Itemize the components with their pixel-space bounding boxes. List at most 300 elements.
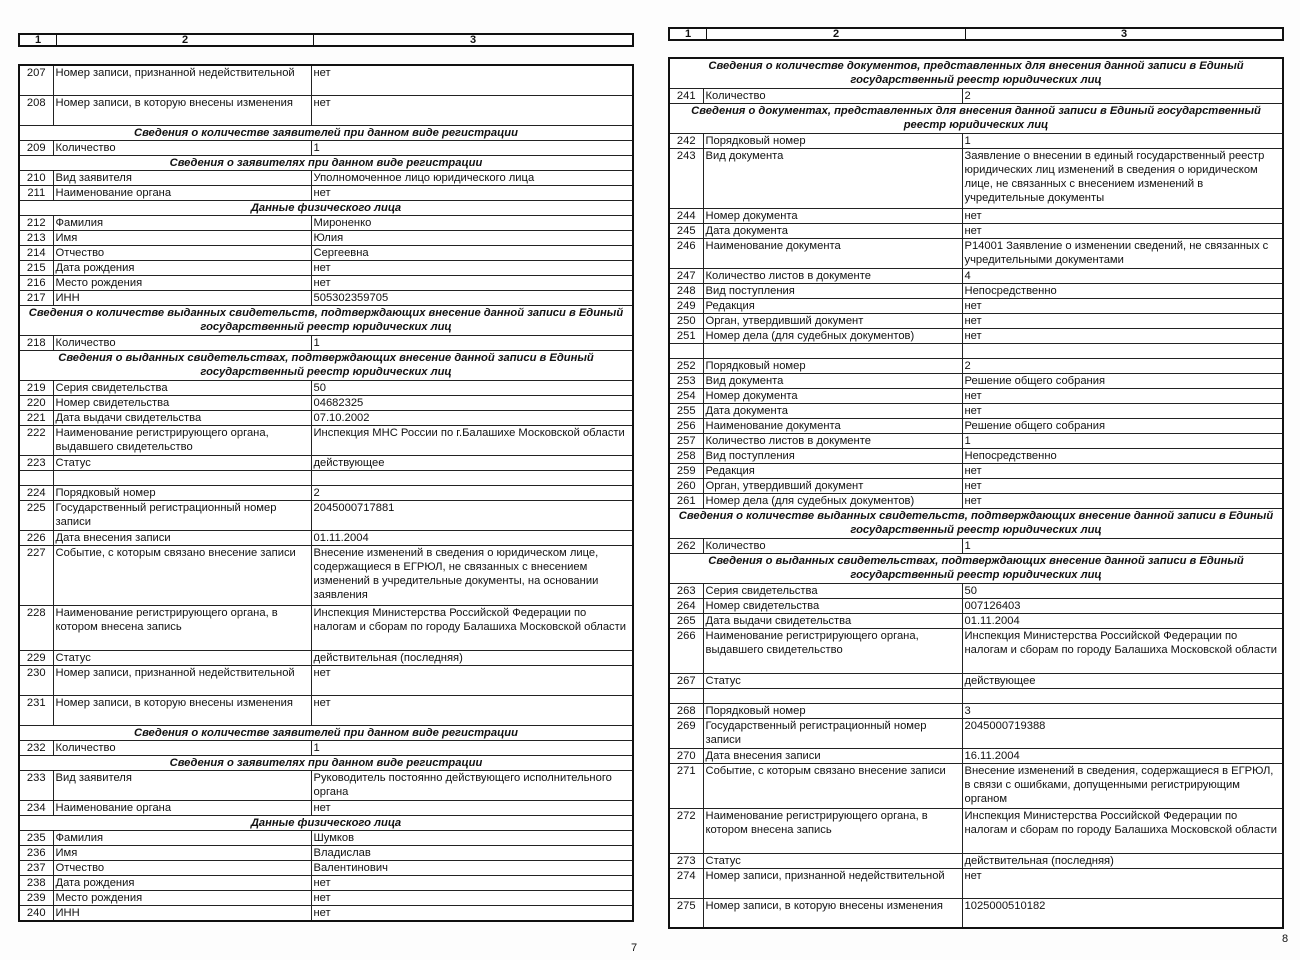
field-label: Количество bbox=[53, 140, 311, 155]
field-label: Место рождения bbox=[53, 890, 311, 905]
row-number: 274 bbox=[669, 868, 703, 898]
field-label: Количество bbox=[703, 88, 962, 103]
field-label: Дата внесения записи bbox=[53, 530, 311, 545]
field-label: Дата внесения записи bbox=[703, 748, 962, 763]
field-value: Уполномоченное лицо юридического лица bbox=[311, 170, 633, 185]
column-header-1: 1 bbox=[20, 35, 57, 45]
field-value: 50 bbox=[962, 583, 1283, 598]
field-label: Номер записи, признанной недействительной bbox=[53, 65, 311, 95]
table-row bbox=[19, 770, 633, 800]
row-number: 264 bbox=[669, 598, 703, 613]
table-row bbox=[19, 800, 633, 815]
row-number: 224 bbox=[19, 485, 53, 500]
field-value: Инспекция Министерства Российской Федерации по налогам и сборам по городу Балашиха Московской области bbox=[311, 605, 633, 650]
row-number: 220 bbox=[19, 395, 53, 410]
registry-table-right bbox=[668, 57, 1284, 929]
row-number: 249 bbox=[669, 298, 703, 313]
field-value: Непосредственно bbox=[962, 283, 1283, 298]
row-number: 252 bbox=[669, 358, 703, 373]
row-number: 258 bbox=[669, 448, 703, 463]
field-label: Наименование регистрирующего органа, выдавшего свидетельство bbox=[703, 628, 962, 673]
section-title: Сведения о количестве выданных свидетельств, подтверждающих внесение данной записи в Единый государственный реестр юридических лиц bbox=[669, 508, 1283, 538]
row-number: 253 bbox=[669, 373, 703, 388]
table-row bbox=[19, 665, 633, 695]
blank-cell bbox=[53, 470, 311, 485]
field-value: Р14001 Заявление о изменении сведений, не связанных с учредительными документами bbox=[962, 238, 1283, 268]
table-row bbox=[669, 298, 1283, 313]
row-number: 237 bbox=[19, 860, 53, 875]
row-number: 223 bbox=[19, 455, 53, 470]
table-row bbox=[669, 538, 1283, 553]
table-row bbox=[669, 748, 1283, 763]
field-label: Серия свидетельства bbox=[703, 583, 962, 598]
field-value: Юлия bbox=[311, 230, 633, 245]
table-row bbox=[669, 403, 1283, 418]
row-number: 207 bbox=[19, 65, 53, 95]
section-title: Сведения о количестве заявителей при данном виде регистрации bbox=[19, 725, 633, 740]
field-label: Наименование документа bbox=[703, 238, 962, 268]
field-label: Количество bbox=[53, 335, 311, 350]
field-value: нет bbox=[311, 905, 633, 921]
field-label: Дата документа bbox=[703, 403, 962, 418]
table-row bbox=[669, 763, 1283, 808]
field-value: нет bbox=[962, 328, 1283, 343]
field-label: Наименование органа bbox=[53, 185, 311, 200]
row-number: 266 bbox=[669, 628, 703, 673]
field-label: Порядковый номер bbox=[703, 703, 962, 718]
blank-cell bbox=[703, 343, 962, 358]
row-number: 251 bbox=[669, 328, 703, 343]
field-value: 2 bbox=[962, 88, 1283, 103]
field-value: Сергеевна bbox=[311, 245, 633, 260]
table-row bbox=[19, 275, 633, 290]
field-value: 2045000719388 bbox=[962, 718, 1283, 748]
field-label: Номер дела (для судебных документов) bbox=[703, 493, 962, 508]
blank-row bbox=[669, 688, 1283, 703]
row-number: 232 bbox=[19, 740, 53, 755]
blank-cell bbox=[19, 470, 53, 485]
field-label: Отчество bbox=[53, 245, 311, 260]
blank-cell bbox=[669, 343, 703, 358]
table-row bbox=[669, 898, 1283, 928]
table-row bbox=[669, 868, 1283, 898]
section-title: Сведения о количестве заявителей при данном виде регистрации bbox=[19, 125, 633, 140]
row-number: 259 bbox=[669, 463, 703, 478]
field-label: Количество листов в документе bbox=[703, 433, 962, 448]
row-number: 242 bbox=[669, 133, 703, 148]
table-row bbox=[19, 425, 633, 455]
section-title: Данные физического лица bbox=[19, 200, 633, 215]
row-number: 235 bbox=[19, 830, 53, 845]
row-number: 215 bbox=[19, 260, 53, 275]
row-number: 221 bbox=[19, 410, 53, 425]
field-label: Количество bbox=[703, 538, 962, 553]
blank-cell bbox=[962, 688, 1283, 703]
column-header-1: 1 bbox=[670, 29, 707, 39]
field-label: Фамилия bbox=[53, 830, 311, 845]
table-row bbox=[669, 703, 1283, 718]
blank-cell bbox=[669, 688, 703, 703]
field-value: нет bbox=[962, 388, 1283, 403]
row-number: 240 bbox=[19, 905, 53, 921]
field-label: Дата выдачи свидетельства bbox=[53, 410, 311, 425]
table-row bbox=[669, 808, 1283, 853]
table-row bbox=[19, 335, 633, 350]
field-label: ИНН bbox=[53, 905, 311, 921]
registry-table-body bbox=[669, 58, 1283, 928]
field-value: 1 bbox=[311, 740, 633, 755]
row-number: 260 bbox=[669, 478, 703, 493]
field-value: Валентинович bbox=[311, 860, 633, 875]
table-row bbox=[19, 380, 633, 395]
field-value: Инспекция Министерства Российской Федерации по налогам и сборам по городу Балашиха Московской области bbox=[962, 808, 1283, 853]
field-value: нет bbox=[962, 298, 1283, 313]
column-header bbox=[18, 33, 634, 47]
row-number: 275 bbox=[669, 898, 703, 928]
table-row bbox=[669, 418, 1283, 433]
field-label: Орган, утвердивший документ bbox=[703, 478, 962, 493]
field-label: Дата рождения bbox=[53, 260, 311, 275]
field-value: нет bbox=[311, 890, 633, 905]
section-title: Сведения о выданных свидетельствах, подтверждающих внесение данной записи в Единый государственный реестр юридических лиц bbox=[19, 350, 633, 380]
field-value: Внесение изменений в сведения о юридическом лице, содержащиеся в ЕГРЮЛ, не связанных с внесением изменений в учредительные документы, на основании заявления bbox=[311, 545, 633, 605]
page-right bbox=[650, 0, 1300, 960]
table-row bbox=[669, 268, 1283, 283]
column-header-3: 3 bbox=[469, 34, 477, 46]
row-number: 250 bbox=[669, 313, 703, 328]
row-number: 226 bbox=[19, 530, 53, 545]
table-row bbox=[19, 230, 633, 245]
row-number: 216 bbox=[19, 275, 53, 290]
field-value: 01.11.2004 bbox=[311, 530, 633, 545]
section-title: Сведения о выданных свидетельствах, подтверждающих внесение данной записи в Единый государственный реестр юридических лиц bbox=[669, 553, 1283, 583]
field-value: нет bbox=[311, 95, 633, 125]
field-value: действующее bbox=[311, 455, 633, 470]
field-value: 3 bbox=[962, 703, 1283, 718]
field-label: Вид заявителя bbox=[53, 770, 311, 800]
section-header-row bbox=[19, 815, 633, 830]
row-number: 243 bbox=[669, 148, 703, 208]
field-label: Имя bbox=[53, 845, 311, 860]
row-number: 213 bbox=[19, 230, 53, 245]
table-row bbox=[669, 328, 1283, 343]
field-label: Наименование регистрирующего органа, выдавшего свидетельство bbox=[53, 425, 311, 455]
table-row bbox=[19, 455, 633, 470]
field-label: Порядковый номер bbox=[53, 485, 311, 500]
field-value: нет bbox=[962, 478, 1283, 493]
field-value: 16.11.2004 bbox=[962, 748, 1283, 763]
field-value: действительная (последняя) bbox=[962, 853, 1283, 868]
section-header-row bbox=[669, 508, 1283, 538]
field-label: Номер дела (для судебных документов) bbox=[703, 328, 962, 343]
table-row bbox=[669, 88, 1283, 103]
section-header-row bbox=[19, 125, 633, 140]
row-number: 211 bbox=[19, 185, 53, 200]
field-value: Заявление о внесении в единый государственный реестр юридических лиц изменений в сведения о юридическом лице, не связанных с внесением изменений в учредительные документы bbox=[962, 148, 1283, 208]
field-label: Вид документа bbox=[703, 148, 962, 208]
field-label: ИНН bbox=[53, 290, 311, 305]
row-number: 210 bbox=[19, 170, 53, 185]
section-header-row bbox=[19, 350, 633, 380]
table-row bbox=[669, 358, 1283, 373]
table-row bbox=[669, 853, 1283, 868]
row-number: 228 bbox=[19, 605, 53, 650]
field-label: Номер свидетельства bbox=[703, 598, 962, 613]
table-row bbox=[669, 463, 1283, 478]
field-value: нет bbox=[962, 493, 1283, 508]
section-title: Сведения о количестве выданных свидетельств, подтверждающих внесение данной записи в Единый государственный реестр юридических лиц bbox=[19, 305, 633, 335]
field-label: Орган, утвердивший документ bbox=[703, 313, 962, 328]
table-row bbox=[669, 148, 1283, 208]
row-number: 222 bbox=[19, 425, 53, 455]
field-value: Мироненко bbox=[311, 215, 633, 230]
column-header-3: 3 bbox=[1120, 28, 1128, 40]
row-number: 245 bbox=[669, 223, 703, 238]
table-row bbox=[19, 290, 633, 305]
field-label: Количество bbox=[53, 740, 311, 755]
field-value: нет bbox=[962, 313, 1283, 328]
field-value: 4 bbox=[962, 268, 1283, 283]
table-row bbox=[19, 95, 633, 125]
table-row bbox=[19, 830, 633, 845]
table-row bbox=[669, 238, 1283, 268]
section-header-row bbox=[19, 305, 633, 335]
section-header-row bbox=[19, 725, 633, 740]
field-value: 07.10.2002 bbox=[311, 410, 633, 425]
blank-row bbox=[19, 470, 633, 485]
blank-cell bbox=[311, 470, 633, 485]
field-label: Номер свидетельства bbox=[53, 395, 311, 410]
table-row bbox=[19, 875, 633, 890]
field-label: Вид поступления bbox=[703, 283, 962, 298]
table-row bbox=[19, 65, 633, 95]
field-value: нет bbox=[311, 800, 633, 815]
row-number: 209 bbox=[19, 140, 53, 155]
table-row bbox=[669, 133, 1283, 148]
row-number: 234 bbox=[19, 800, 53, 815]
field-label: Номер записи, в которую внесены изменения bbox=[53, 95, 311, 125]
table-row bbox=[669, 433, 1283, 448]
field-value: Решение общего собрания bbox=[962, 418, 1283, 433]
row-number: 241 bbox=[669, 88, 703, 103]
column-header bbox=[668, 27, 1284, 41]
row-number: 219 bbox=[19, 380, 53, 395]
table-row bbox=[669, 673, 1283, 688]
row-number: 267 bbox=[669, 673, 703, 688]
table-row bbox=[669, 493, 1283, 508]
row-number: 244 bbox=[669, 208, 703, 223]
row-number: 208 bbox=[19, 95, 53, 125]
field-label: Дата рождения bbox=[53, 875, 311, 890]
row-number: 212 bbox=[19, 215, 53, 230]
field-value: нет bbox=[962, 463, 1283, 478]
table-row bbox=[669, 373, 1283, 388]
field-value: 2 bbox=[311, 485, 633, 500]
field-label: Статус bbox=[703, 853, 962, 868]
field-label: Порядковый номер bbox=[703, 133, 962, 148]
row-number: 238 bbox=[19, 875, 53, 890]
table-row bbox=[19, 860, 633, 875]
field-label: Номер записи, признанной недействительной bbox=[53, 665, 311, 695]
field-label: Статус bbox=[703, 673, 962, 688]
registry-table-body bbox=[19, 65, 633, 921]
blank-row bbox=[669, 343, 1283, 358]
row-number: 255 bbox=[669, 403, 703, 418]
field-label: Имя bbox=[53, 230, 311, 245]
field-label: Событие, с которым связано внесение записи bbox=[703, 763, 962, 808]
table-row bbox=[669, 313, 1283, 328]
field-value: действительная (последняя) bbox=[311, 650, 633, 665]
row-number: 273 bbox=[669, 853, 703, 868]
field-value: Инспекция Министерства Российской Федерации по налогам и сборам по городу Балашиха Московской области bbox=[962, 628, 1283, 673]
table-row bbox=[19, 845, 633, 860]
row-number: 218 bbox=[19, 335, 53, 350]
section-title: Сведения о документах, представленных для внесения данной записи в Единый государственный реестр юридических лиц bbox=[669, 103, 1283, 133]
field-label: Событие, с которым связано внесение записи bbox=[53, 545, 311, 605]
page-number: 7 bbox=[631, 942, 638, 954]
row-number: 271 bbox=[669, 763, 703, 808]
field-label: Количество листов в документе bbox=[703, 268, 962, 283]
field-label: Номер записи, признанной недействительной bbox=[703, 868, 962, 898]
row-number: 246 bbox=[669, 238, 703, 268]
field-label: Государственный регистрационный номер записи bbox=[53, 500, 311, 530]
field-label: Фамилия bbox=[53, 215, 311, 230]
row-number: 239 bbox=[19, 890, 53, 905]
field-value: нет bbox=[311, 875, 633, 890]
table-row bbox=[19, 650, 633, 665]
field-value: 01.11.2004 bbox=[962, 613, 1283, 628]
field-value: Владислав bbox=[311, 845, 633, 860]
field-label: Дата выдачи свидетельства bbox=[703, 613, 962, 628]
table-row bbox=[19, 605, 633, 650]
row-number: 236 bbox=[19, 845, 53, 860]
table-row bbox=[19, 260, 633, 275]
field-label: Наименование органа bbox=[53, 800, 311, 815]
table-row bbox=[669, 478, 1283, 493]
table-row bbox=[669, 613, 1283, 628]
field-label: Номер записи, в которую внесены изменения bbox=[703, 898, 962, 928]
field-value: 505302359705 bbox=[311, 290, 633, 305]
field-value: 50 bbox=[311, 380, 633, 395]
registry-table-left bbox=[18, 64, 634, 922]
table-row bbox=[669, 583, 1283, 598]
row-number: 268 bbox=[669, 703, 703, 718]
field-value: Инспекция МНС России по г.Балашихе Московской области bbox=[311, 425, 633, 455]
row-number: 263 bbox=[669, 583, 703, 598]
row-number: 272 bbox=[669, 808, 703, 853]
field-label: Наименование документа bbox=[703, 418, 962, 433]
table-row bbox=[19, 485, 633, 500]
section-header-row bbox=[19, 755, 633, 770]
field-label: Редакция bbox=[703, 463, 962, 478]
section-header-row bbox=[669, 58, 1283, 88]
section-header-row bbox=[669, 103, 1283, 133]
field-label: Номер записи, в которую внесены изменения bbox=[53, 695, 311, 725]
field-value: 2045000717881 bbox=[311, 500, 633, 530]
field-value: Шумков bbox=[311, 830, 633, 845]
row-number: 257 bbox=[669, 433, 703, 448]
row-number: 247 bbox=[669, 268, 703, 283]
table-row bbox=[19, 185, 633, 200]
table-row bbox=[19, 545, 633, 605]
section-title: Сведения о количестве документов, представленных для внесения данной записи в Единый государственный реестр юридических лиц bbox=[669, 58, 1283, 88]
table-row bbox=[19, 170, 633, 185]
field-label: Редакция bbox=[703, 298, 962, 313]
table-row bbox=[19, 245, 633, 260]
field-value: 1 bbox=[962, 133, 1283, 148]
table-row bbox=[669, 223, 1283, 238]
field-label: Дата документа bbox=[703, 223, 962, 238]
field-value: 1 bbox=[311, 335, 633, 350]
field-value: 04682325 bbox=[311, 395, 633, 410]
field-value: 1025000510182 bbox=[962, 898, 1283, 928]
field-value: Непосредственно bbox=[962, 448, 1283, 463]
field-value: 2 bbox=[962, 358, 1283, 373]
field-label: Порядковый номер bbox=[703, 358, 962, 373]
row-number: 227 bbox=[19, 545, 53, 605]
section-header-row bbox=[669, 553, 1283, 583]
field-value: 1 bbox=[311, 140, 633, 155]
field-label: Место рождения bbox=[53, 275, 311, 290]
row-number: 261 bbox=[669, 493, 703, 508]
field-label: Отчество bbox=[53, 860, 311, 875]
row-number: 233 bbox=[19, 770, 53, 800]
field-label: Наименование регистрирующего органа, в котором внесена запись bbox=[703, 808, 962, 853]
table-row bbox=[19, 890, 633, 905]
table-row bbox=[19, 740, 633, 755]
table-row bbox=[19, 140, 633, 155]
field-label: Вид поступления bbox=[703, 448, 962, 463]
field-value: 1 bbox=[962, 538, 1283, 553]
table-row bbox=[19, 695, 633, 725]
field-value: нет bbox=[311, 260, 633, 275]
field-label: Вид документа bbox=[703, 373, 962, 388]
field-value: Внесение изменений в сведения, содержащиеся в ЕГРЮЛ, в связи с ошибками, допущенными регистрирующим органом bbox=[962, 763, 1283, 808]
table-row bbox=[669, 598, 1283, 613]
table-row bbox=[19, 215, 633, 230]
field-value: нет bbox=[311, 665, 633, 695]
row-number: 248 bbox=[669, 283, 703, 298]
field-value: нет bbox=[962, 223, 1283, 238]
field-value: 007126403 bbox=[962, 598, 1283, 613]
field-value: Решение общего собрания bbox=[962, 373, 1283, 388]
table-row bbox=[669, 628, 1283, 673]
field-label: Государственный регистрационный номер записи bbox=[703, 718, 962, 748]
blank-cell bbox=[703, 688, 962, 703]
field-value: нет bbox=[962, 403, 1283, 418]
field-label: Статус bbox=[53, 455, 311, 470]
row-number: 231 bbox=[19, 695, 53, 725]
field-label: Номер документа bbox=[703, 388, 962, 403]
row-number: 270 bbox=[669, 748, 703, 763]
column-header-2: 2 bbox=[707, 29, 966, 39]
field-value: Руководитель постоянно действующего исполнительного органа bbox=[311, 770, 633, 800]
field-value: нет bbox=[311, 695, 633, 725]
row-number: 230 bbox=[19, 665, 53, 695]
field-value: нет bbox=[311, 65, 633, 95]
table-row bbox=[669, 388, 1283, 403]
section-header-row bbox=[19, 155, 633, 170]
field-value: нет bbox=[311, 275, 633, 290]
field-value: нет bbox=[962, 208, 1283, 223]
row-number: 225 bbox=[19, 500, 53, 530]
row-number: 229 bbox=[19, 650, 53, 665]
table-row bbox=[19, 530, 633, 545]
field-value: нет bbox=[311, 185, 633, 200]
row-number: 256 bbox=[669, 418, 703, 433]
section-title: Сведения о заявителях при данном виде регистрации bbox=[19, 155, 633, 170]
table-row bbox=[669, 208, 1283, 223]
